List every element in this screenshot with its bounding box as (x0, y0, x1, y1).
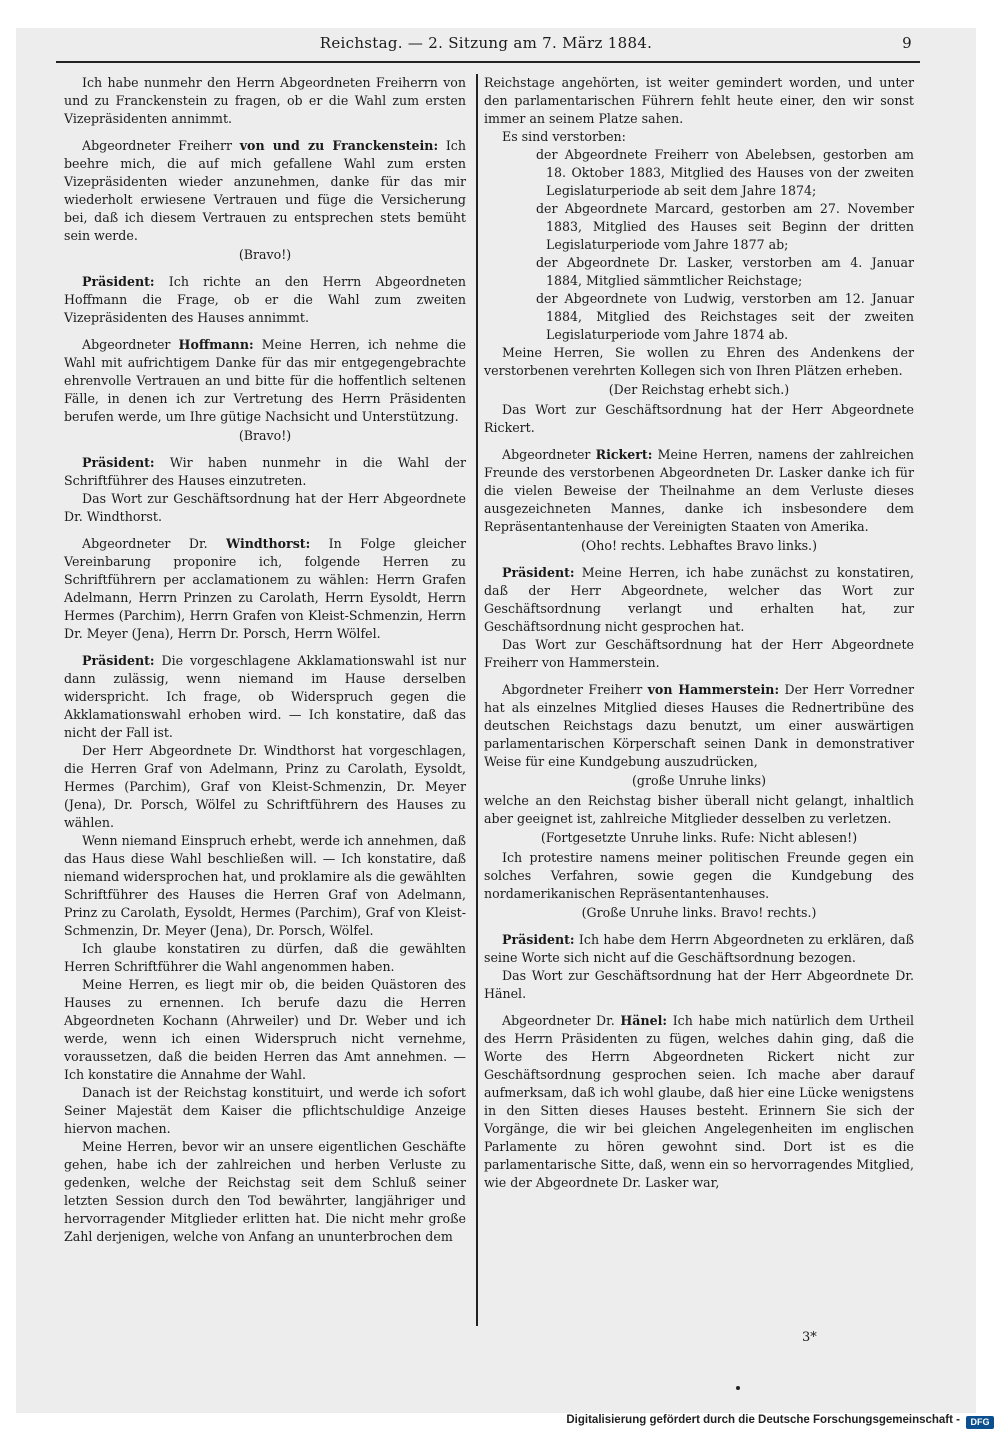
speaker-prefix: Abgeordneter Dr. (502, 1013, 621, 1028)
speech-text: Der Herr Vorredner hat als einzelnes Mitglied dieses Hauses die Rednertribüne des deutschen Reichstags dazu benutzt, um einer auswärtigen parlamentarischen Körperschaft seinen Dank in demonstrativer Weise für eine Kundgebung auszudrücken, (484, 682, 914, 769)
right-column-paragraph (484, 564, 914, 636)
right-column-paragraph (484, 446, 914, 536)
speech-text: In Folge gleicher Vereinbarung proponire ich, folgende Herren zu Schriftführern per acclamationem zu wählen: Herrn Grafen Adelmann, Herrn Prinzen zu Carolath, Herrn Eysoldt, Herrn Hermes (Parchim), Herrn Grafen von Kleist-Schmenzin, Herrn Dr. Meyer (Jena), Herrn Dr. Porsch, Herrn Wölfel. (64, 536, 466, 641)
left-column-paragraph (64, 336, 466, 426)
right-column-paragraph (484, 681, 914, 771)
right-column-paragraph: der Abgeordnete Dr. Lasker, verstorben am 4. Januar 1884, Mitglied sämmtlicher Reichstage; (536, 255, 914, 288)
speech-text: Meine Herren, namens der zahlreichen Freunde des verstorbenen Abgeordneten Dr. Lasker danke ich für die vielen Beweise der Theilnahme an dem Verluste dieses ausgezeichneten Mannes, danke ich insbesondere dem Repräsentantenhause der Vereinigten Staaten von Amerika. (484, 447, 915, 534)
right-column-paragraph: (Große Unruhe links. Bravo! rechts.) (581, 905, 817, 920)
speaker-prefix: Abgeordneter Dr. (82, 536, 227, 551)
speech-text: Die vorgeschlagene Akklamationswahl ist nur dann zulässig, wenn niemand im Hause derselben widerspricht. Ich frage, ob Widerspruch gegen die Akklamationswahl erhoben wird. — Ich konstatire, daß das nicht der Fall ist. (64, 653, 466, 740)
speaker-prefix: Abgeordneter (82, 337, 179, 352)
left-column-paragraph: Ich glaube konstatiren zu dürfen, daß die gewählten Herren Schriftführer die Wahl angenommen haben. (64, 941, 466, 974)
right-column-paragraph: Meine Herren, Sie wollen zu Ehren des Andenkens der verstorbenen verehrten Kollegen sich von Ihren Plätzen erheben. (484, 345, 914, 378)
left-column (64, 74, 466, 1246)
right-column-paragraph (484, 931, 914, 967)
right-column-paragraph: der Abgeordnete Marcard, gestorben am 27. November 1883, Mitglied des Hauses seit Beginn der dritten Legislaturperiode vom Jahre 1877 ab; (536, 201, 914, 252)
left-column-paragraph: Danach ist der Reichstag konstituirt, und werde ich sofort Seiner Majestät dem Kaiser die pflichtschuldige Anzeige hiervon machen. (64, 1085, 466, 1136)
page-header (56, 34, 916, 56)
left-column-paragraph: Meine Herren, es liegt mir ob, die beiden Quästoren des Hauses zu ernennen. Ich berufe dazu die Herren Abgeordneten Kochann (Ahrweiler) und Dr. Weber und ich werde, wenn ich einen Widerspruch nicht vernehme, voraussetzen, daß die beiden Herren das Amt annehmen. — Ich konstatire die Annahme der Wahl. (64, 977, 466, 1082)
speech-text: Ich habe mich natürlich dem Urtheil des Herrn Präsidenten zu fügen, welches dahin ging, daß die Worte des Herrn Abgeordneten Rickert nicht zur Geschäftsordnung gesprochen seien. Ich mache aber darauf aufmerksam, daß ich wohl glaube, daß hier eine Lücke wenigstens in den Sitten dieses Hauses besteht. Erinnern Sie sich der Vorgänge, die wir bei gleichen Angelegenheiten im englischen Parlamente zu hören gewohnt sind. Dort ist es die parlamentarische Sitte, daß, wenn ein so hervorragendes Mitglied, wie der Abgeordnete Dr. Lasker war, (484, 1013, 914, 1190)
right-column-paragraph: Das Wort zur Geschäftsordnung hat der Herr Abgeordnete Rickert. (484, 402, 914, 435)
speaker-name: Windthorst: (226, 536, 311, 551)
speaker-name: Hänel: (620, 1013, 668, 1028)
speaker-name: Präsident: (82, 455, 155, 470)
right-column-paragraph: Reichstage angehörten, ist weiter gemindert worden, und unter den parlamentarischen Führern fehlt heute einer, den wir sonst immer an seinem Platze sahen. (484, 75, 914, 126)
speaker-name: von Hammerstein: (647, 682, 780, 697)
left-column-paragraph (64, 535, 466, 643)
speaker-name: Präsident: (502, 565, 575, 580)
left-column-paragraph: Das Wort zur Geschäftsordnung hat der Herr Abgeordnete Dr. Windthorst. (64, 491, 466, 524)
left-column-paragraph: Meine Herren, bevor wir an unsere eigentlichen Geschäfte gehen, habe ich der zahlreichen und herben Verluste zu gedenken, welche der Reichstag seit dem Schluß seiner letzten Session durch den Tod bewährter, langjähriger und hervorragender Mitglieder erlitten hat. Die nicht mehr große Zahl derjenigen, welche von Anfang an ununterbrochen dem (64, 1139, 466, 1244)
right-column-paragraph: (große Unruhe links) (631, 773, 767, 788)
speaker-prefix: Abgeordneter Freiherr (82, 138, 240, 153)
page-number: 9 (902, 34, 912, 52)
footer-credit: Digitalisierung gefördert durch die Deutsche Forschungsgemeinschaft - (566, 1414, 960, 1426)
left-column-paragraph (64, 454, 466, 490)
speech-text: Meine Herren, ich nehme die Wahl mit aufrichtigem Danke für das mir entgegengebrachte ehrenvolle Vertrauen an und bitte für die hoffentlich seltenen Fälle, in denen ich zur Vertretung des Herrn Präsidenten berufen werde, um Ihre gütige Nachsicht und Unterstützung. (64, 337, 466, 424)
left-column-paragraph: Ich habe nunmehr den Herrn Abgeordneten Freiherrn von und zu Franckenstein zu fragen, ob er die Wahl zum ersten Vizepräsidenten annimmt. (64, 75, 466, 126)
speech-text: Ich richte an den Herrn Abgeordneten Hoffmann die Frage, ob er die Wahl zum zweiten Vizepräsidenten des Hauses annimmt. (64, 274, 466, 325)
signature-mark: 3* (802, 1330, 817, 1345)
right-column-paragraph: (Oho! rechts. Lebhaftes Bravo links.) (581, 538, 817, 553)
speech-text: Meine Herren, ich habe zunächst zu konstatiren, daß der Herr Abgeordnete, welcher das Wort zur Geschäftsordnung verlangt und erhalten hat, zur Geschäftsordnung nicht gesprochen hat. (484, 565, 914, 634)
running-title: Reichstag. — 2. Sitzung am 7. März 1884. (319, 34, 653, 52)
right-column-paragraph: Es sind verstorben: (502, 129, 626, 144)
speech-text: Ich beehre mich, die auf mich gefallene Wahl zum ersten Vizepräsidenten wieder anzunehmen, danke für das mir wiederholt erwiesene Vertrauen und füge die Versicherung bei, daß ich diesem Vertrauen zu entsprechen stets bemüht sein werde. (64, 138, 466, 243)
print-speck (736, 1386, 740, 1390)
left-column-paragraph (64, 137, 466, 245)
speaker-name: Präsident: (82, 274, 155, 289)
left-column-paragraph: (Bravo!) (238, 428, 292, 443)
right-column-paragraph: Ich protestire namens meiner politischen Freunde gegen ein solches Verfahren, sowie gegen die Kundgebung des nordamerikanischen Repräsentantenhauses. (484, 850, 914, 901)
right-column-paragraph: Das Wort zur Geschäftsordnung hat der Herr Abgeordnete Freiherr von Hammerstein. (484, 637, 914, 670)
speech-text: Wir haben nunmehr in die Wahl der Schriftführer des Hauses einzutreten. (64, 455, 466, 488)
right-column-paragraph: welche an den Reichstag bisher überall nicht gelangt, inhaltlich aber geeignet ist, zahlreiche Mitglieder desselben zu verletzen. (484, 793, 914, 826)
right-column-paragraph: der Abgeordnete Freiherr von Abelebsen, gestorben am 18. Oktober 1883, Mitglied des Hauses von der zweiten Legislaturperiode ab seit dem Jahre 1874; (536, 147, 914, 198)
right-column (484, 74, 914, 1192)
speaker-prefix: Abgordneter Freiherr (502, 682, 648, 697)
left-column-paragraph (64, 652, 466, 742)
speaker-name: von und zu Franckenstein: (239, 138, 439, 153)
right-column-paragraph: (Fortgesetzte Unruhe links. Rufe: Nicht ablesen!) (540, 830, 858, 845)
header-rule (56, 61, 920, 63)
left-column-paragraph (64, 273, 466, 327)
right-column-paragraph (484, 1012, 914, 1192)
right-column-paragraph: (Der Reichstag erhebt sich.) (608, 382, 790, 397)
speaker-name: Rickert: (595, 447, 653, 462)
speaker-name: Hoffmann: (178, 337, 254, 352)
speaker-name: Präsident: (82, 653, 155, 668)
right-column-paragraph: Das Wort zur Geschäftsordnung hat der Herr Abgeordnete Dr. Hänel. (484, 968, 914, 1001)
dfg-logo: DFG (966, 1416, 994, 1429)
speaker-name: Präsident: (502, 932, 575, 947)
left-column-paragraph: (Bravo!) (238, 247, 292, 262)
left-column-paragraph: Der Herr Abgeordnete Dr. Windthorst hat vorgeschlagen, die Herren Graf von Adelmann, Prinz zu Carolath, Eysoldt, Hermes (Parchim), Graf von Kleist-Schmenzin, Dr. Meyer (Jena), Dr. Porsch, Wölfel zu Schriftführern des Hauses zu wählen. (64, 743, 466, 830)
column-divider (476, 74, 478, 1326)
speech-text: Ich habe dem Herrn Abgeordneten zu erklären, daß seine Worte sich nicht auf die Geschäftsordnung bezogen. (484, 932, 914, 965)
left-column-paragraph: Wenn niemand Einspruch erhebt, werde ich annehmen, daß das Haus diese Wahl beschließen will. — Ich konstatire, daß niemand widersprochen hat, und proklamire als die gewählten Schriftführer des Hauses die Herren Graf von Adelmann, Prinz zu Carolath, Eysoldt, Hermes (Parchim), Graf von Kleist-Schmenzin, Dr. Meyer (Jena), Dr. Porsch, Wölfel. (64, 833, 466, 938)
right-column-paragraph: der Abgeordnete von Ludwig, verstorben am 12. Januar 1884, Mitglied des Reichstages seit der zweiten Legislaturperiode vom Jahre 1874 ab. (536, 291, 914, 342)
speaker-prefix: Abgeordneter (502, 447, 596, 462)
